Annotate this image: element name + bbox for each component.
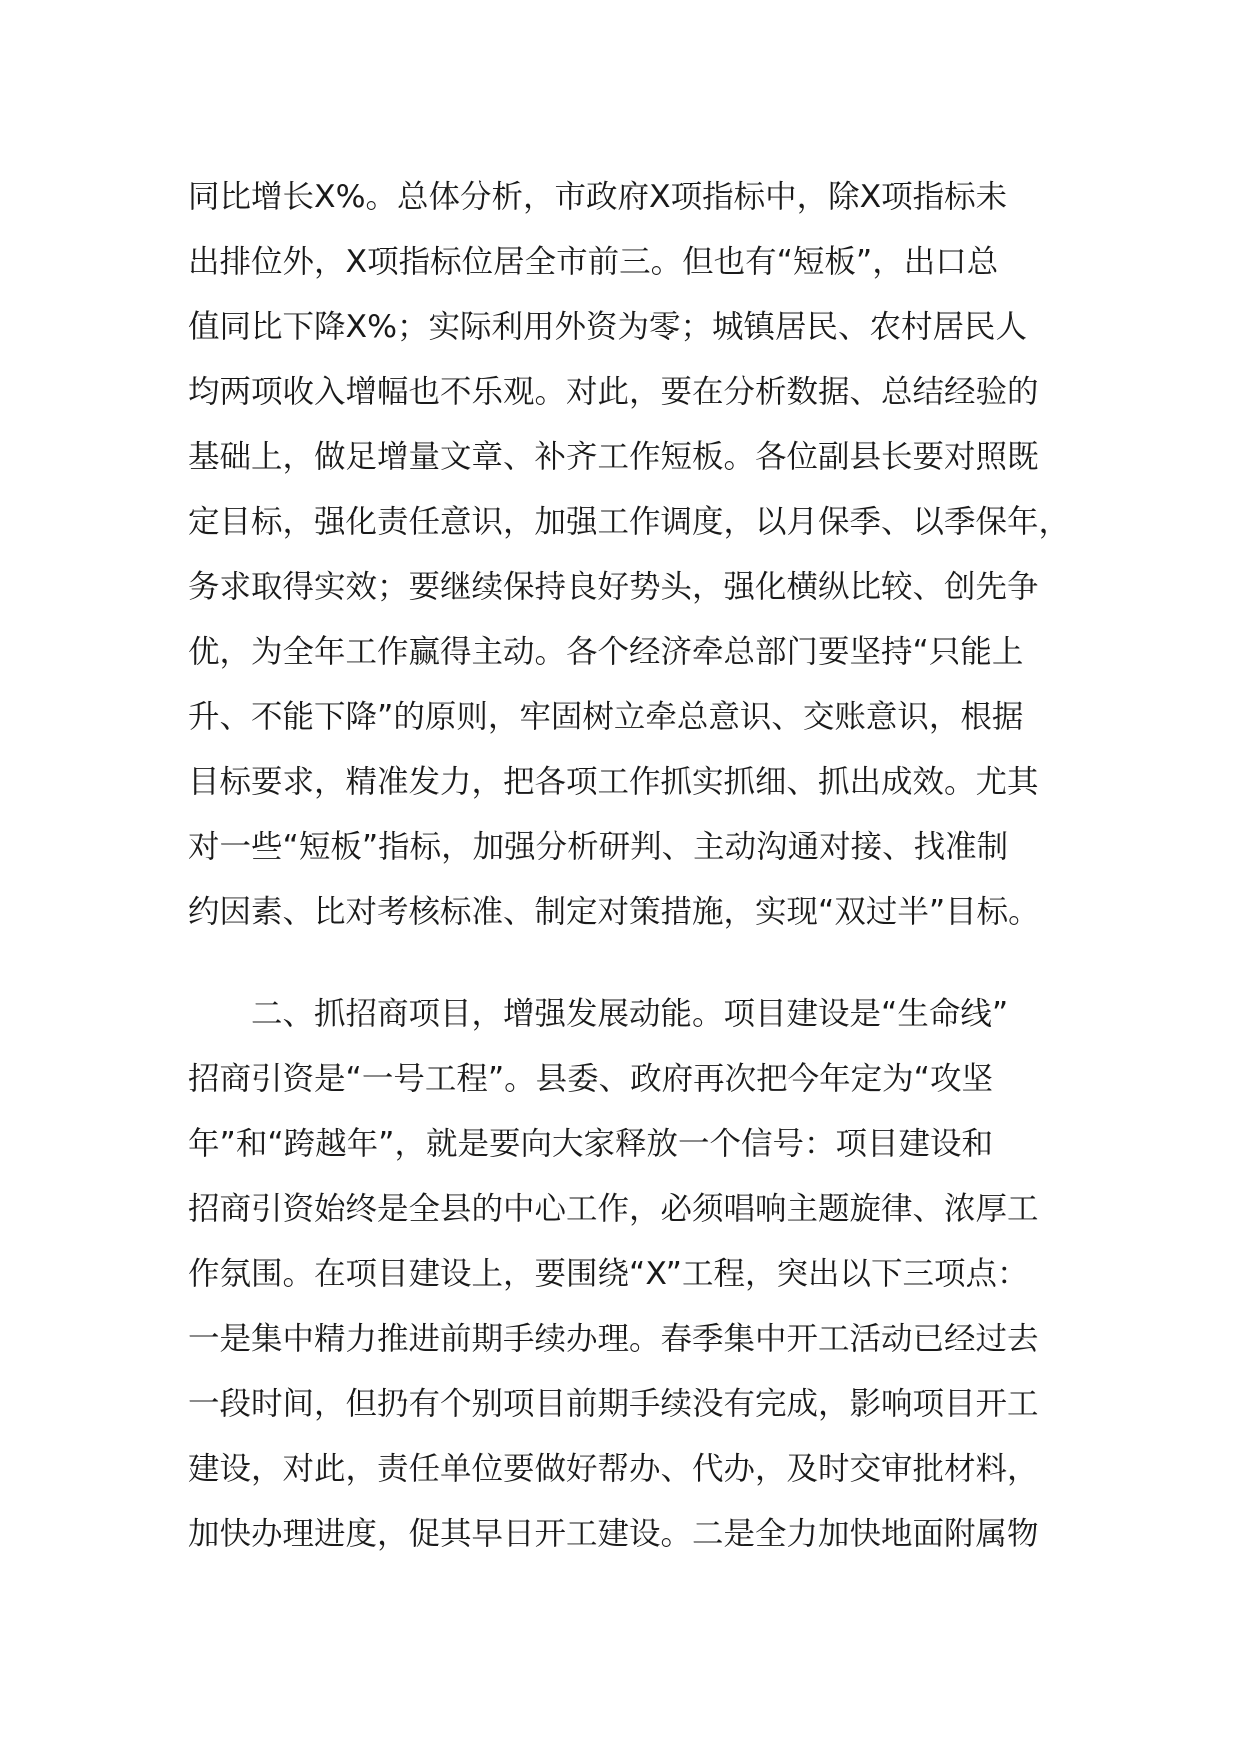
paragraph-1: [188, 165, 1088, 945]
text-line: 招商引资是“一号工程”。县委、政府再次把今年定为“攻坚: [188, 1061, 993, 1097]
text-line: 作氛围。在项目建设上，要围绕“X”工程，突出以下三项点：: [188, 1256, 1029, 1292]
text-line: 基础上，做足增量文章、补齐工作短板。各位副县长要对照既: [188, 439, 1039, 475]
text-line: 约因素、比对考核标准、制定对策措施，实现“双过半”目标。: [188, 894, 1040, 930]
text-line: 一是集中精力推进前期手续办理。春季集中开工活动已经过去: [188, 1321, 1039, 1357]
text-line: 目标要求，精准发力，把各项工作抓实抓细、抓出成效。尤其: [188, 764, 1039, 800]
text-line: 对一些“短板”指标，加强分析研判、主动沟通对接、找准制: [188, 829, 1009, 865]
text-line: 建设，对此，责任单位要做好帮办、代办，及时交审批材料，: [188, 1451, 1039, 1487]
text-line: 招商引资始终是全县的中心工作，必须唱响主题旋律、浓厚工: [188, 1191, 1039, 1227]
text-line: 定目标，强化责任意识，加强工作调度，以月保季、以季保年，: [188, 504, 1071, 540]
text-line: 同比增长X%。总体分析，市政府X项指标中，除X项指标未: [188, 179, 1008, 215]
text-line: 出排位外，X项指标位居全市前三。但也有“短板”，出口总: [188, 244, 999, 280]
text-line: 一段时间，但扔有个别项目前期手续没有完成，影响项目开工: [188, 1386, 1039, 1422]
text-line: 均两项收入增幅也不乐观。对此，要在分析数据、总结经验的: [188, 374, 1039, 410]
paragraph-2: [188, 982, 1088, 1567]
text-line: 优，为全年工作赢得主动。各个经济牵总部门要坚持“只能上: [188, 634, 1024, 670]
text-line: 值同比下降X%；实际利用外资为零；城镇居民、农村居民人: [188, 309, 1028, 345]
text-line: 加快办理进度，促其早日开工建设。二是全力加快地面附属物: [188, 1516, 1039, 1552]
text-line: 务求取得实效；要继续保持良好势头，强化横纵比较、创先争: [188, 569, 1039, 605]
text-line: 二、抓招商项目，增强发展动能。项目建设是“生命线”: [188, 996, 1009, 1032]
text-line: 年”和“跨越年”，就是要向大家释放一个信号：项目建设和: [188, 1126, 993, 1162]
text-line: 升、不能下降”的原则，牢固树立牵总意识、交账意识，根据: [188, 699, 1024, 735]
